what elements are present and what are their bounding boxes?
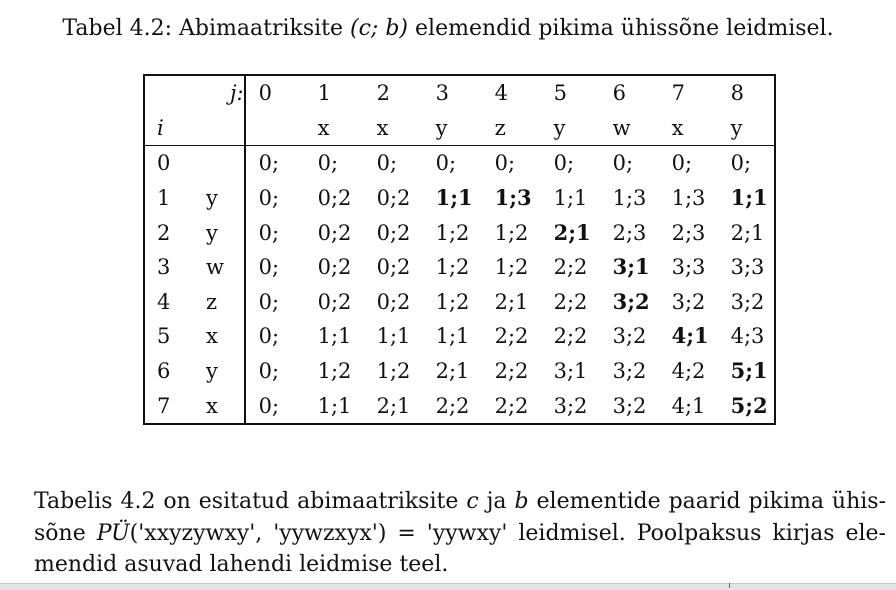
matrix-cell: 1;1 bbox=[376, 324, 411, 349]
para-var-b: b bbox=[514, 489, 529, 514]
row-char: x bbox=[206, 393, 218, 418]
matrix-cell: 1;2 bbox=[494, 255, 529, 280]
matrix-cell: 0; bbox=[671, 151, 693, 176]
matrix-cell: 0;2 bbox=[376, 220, 411, 245]
matrix-cell: 2;2 bbox=[435, 393, 470, 418]
matrix-cell: 1;2 bbox=[435, 255, 470, 280]
header-row-chars bbox=[144, 111, 775, 146]
solution-path-cell: 1;1 bbox=[730, 185, 768, 211]
j-index: 7 bbox=[671, 81, 685, 106]
top-char: x bbox=[364, 111, 423, 146]
matrix-cell: 2;2 bbox=[553, 324, 588, 349]
j-index: 3 bbox=[435, 81, 449, 106]
matrix-cell: 1;2 bbox=[317, 359, 352, 384]
solution-path-cell: 3;1 bbox=[612, 254, 650, 280]
i-label: i bbox=[144, 111, 192, 146]
matrix-cell: 0; bbox=[612, 151, 634, 176]
table-row bbox=[144, 285, 775, 320]
top-char bbox=[245, 111, 305, 146]
header-row-j bbox=[144, 75, 775, 111]
solution-path-cell: 4;1 bbox=[671, 323, 709, 349]
matrix-cell: 0; bbox=[245, 285, 305, 320]
j-index: 8 bbox=[730, 81, 744, 106]
row-char bbox=[192, 146, 245, 181]
page-footer-tick bbox=[729, 583, 730, 588]
matrix-cell: 0; bbox=[245, 388, 305, 424]
row-index: 7 bbox=[157, 393, 171, 418]
para-part1: Tabelis 4.2 on esitatud abimaatriksite bbox=[34, 489, 467, 514]
caption-expression: (c; b) bbox=[350, 16, 409, 41]
row-char: w bbox=[206, 255, 224, 280]
matrix-cell: 0; bbox=[376, 151, 398, 176]
matrix-cell: 2;3 bbox=[671, 220, 706, 245]
top-char: z bbox=[482, 111, 541, 146]
matrix-cell: 0; bbox=[245, 146, 305, 181]
matrix-cell: 2;2 bbox=[494, 324, 529, 349]
matrix-cell: 2;2 bbox=[494, 393, 529, 418]
matrix-cell: 4;3 bbox=[730, 324, 765, 349]
j-index: 6 bbox=[612, 81, 626, 106]
matrix-cell: 0; bbox=[730, 151, 752, 176]
matrix-cell: 0; bbox=[435, 151, 457, 176]
matrix-cell: 0;2 bbox=[317, 186, 352, 211]
row-index: 4 bbox=[157, 289, 171, 314]
top-char: x bbox=[659, 111, 718, 146]
matrix-cell: 3;2 bbox=[612, 324, 647, 349]
matrix-cell: 3;2 bbox=[671, 289, 706, 314]
para-part4: ('xxyzywxy', 'yywzxyx') = 'yywxy' leidmisel. Poolpaksus kirjas ele-mendid asuvad lahendi leidmise teel. bbox=[34, 520, 886, 577]
row-char: y bbox=[206, 359, 218, 384]
top-char: y bbox=[541, 111, 600, 146]
j-index: 4 bbox=[494, 81, 508, 106]
solution-path-cell: 1;1 bbox=[435, 185, 473, 211]
matrix-cell: 0;2 bbox=[317, 255, 352, 280]
matrix-cell: 3;2 bbox=[730, 289, 765, 314]
row-char: y bbox=[206, 220, 218, 245]
matrix-cell: 1;2 bbox=[376, 359, 411, 384]
row-char: y bbox=[206, 186, 218, 211]
row-index: 0 bbox=[157, 151, 171, 176]
matrix-cell: 2;1 bbox=[494, 289, 529, 314]
matrix-cell: 1;2 bbox=[435, 289, 470, 314]
matrix-cell: 2;3 bbox=[612, 220, 647, 245]
table-row bbox=[144, 319, 775, 354]
table-row bbox=[144, 215, 775, 250]
j-index: 2 bbox=[376, 81, 390, 106]
matrix-cell: 1;1 bbox=[553, 186, 588, 211]
solution-path-cell: 3;2 bbox=[612, 288, 650, 314]
table-row bbox=[144, 388, 775, 424]
matrix-cell: 0;2 bbox=[317, 289, 352, 314]
matrix-cell: 2;2 bbox=[553, 255, 588, 280]
table-row bbox=[144, 181, 775, 216]
solution-path-cell: 5;2 bbox=[730, 392, 768, 418]
matrix-cell: 0;2 bbox=[376, 255, 411, 280]
matrix-cell: 4;2 bbox=[671, 359, 706, 384]
matrix-cell: 0; bbox=[245, 354, 305, 389]
matrix-cell: 1;3 bbox=[671, 186, 706, 211]
matrix-cell: 3;1 bbox=[553, 359, 588, 384]
j-label: j: bbox=[230, 81, 244, 106]
para-part2: ja bbox=[478, 489, 515, 514]
row-index: 2 bbox=[157, 220, 171, 245]
matrix-cell: 1;2 bbox=[435, 220, 470, 245]
para-var-c: c bbox=[466, 489, 479, 514]
matrix-cell: 1;1 bbox=[317, 324, 352, 349]
matrix-cell: 2;1 bbox=[730, 220, 765, 245]
matrix-cell: 0; bbox=[317, 151, 339, 176]
matrix-cell: 1;1 bbox=[435, 324, 470, 349]
row-index: 1 bbox=[157, 186, 171, 211]
table-caption bbox=[0, 14, 896, 44]
solution-path-cell: 5;1 bbox=[730, 358, 768, 384]
matrix-cell: 0; bbox=[245, 181, 305, 216]
row-char: x bbox=[206, 324, 218, 349]
matrix-cell: 3;3 bbox=[730, 255, 765, 280]
header-corner bbox=[144, 75, 192, 111]
table-row bbox=[144, 146, 775, 181]
j-index: 1 bbox=[317, 81, 331, 106]
table-row bbox=[144, 250, 775, 285]
matrix-cell: 4;1 bbox=[671, 393, 706, 418]
row-char: z bbox=[206, 289, 218, 314]
row-index: 3 bbox=[157, 255, 171, 280]
matrix-cell: 1;1 bbox=[317, 393, 352, 418]
matrix-cell: 0;2 bbox=[376, 186, 411, 211]
matrix-cell: 2;1 bbox=[376, 393, 411, 418]
matrix-cell: 0; bbox=[553, 151, 575, 176]
lcs-matrix-table bbox=[143, 74, 776, 425]
table-body bbox=[144, 75, 775, 424]
caption-suffix: elemendid pikima ühissõne leidmisel. bbox=[408, 16, 834, 41]
row-index: 6 bbox=[157, 359, 171, 384]
caption-prefix: Tabel 4.2: Abimaatriksite bbox=[62, 16, 351, 41]
matrix-cell: 0;2 bbox=[317, 220, 352, 245]
top-char: x bbox=[305, 111, 364, 146]
header-blank bbox=[192, 111, 245, 146]
matrix-cell: 2;1 bbox=[435, 359, 470, 384]
j-index: 0 bbox=[245, 75, 305, 111]
matrix-cell: 0; bbox=[245, 250, 305, 285]
para-function: PÜ bbox=[96, 520, 130, 546]
explanation-paragraph bbox=[34, 486, 886, 581]
solution-path-cell: 1;3 bbox=[494, 185, 532, 211]
matrix-cell: 0; bbox=[245, 319, 305, 354]
matrix-cell: 2;2 bbox=[494, 359, 529, 384]
matrix-cell: 3;2 bbox=[612, 393, 647, 418]
row-index: 5 bbox=[157, 324, 171, 349]
j-index: 5 bbox=[553, 81, 567, 106]
top-char: y bbox=[718, 111, 775, 146]
matrix-cell: 3;2 bbox=[553, 393, 588, 418]
matrix-cell: 3;2 bbox=[612, 359, 647, 384]
para-part3: elementide paarid pikima ühis-sõne bbox=[34, 489, 886, 546]
solution-path-cell: 2;1 bbox=[553, 219, 591, 245]
matrix-cell: 0; bbox=[245, 215, 305, 250]
top-char: y bbox=[423, 111, 482, 146]
matrix-cell: 2;2 bbox=[553, 289, 588, 314]
matrix-cell: 0;2 bbox=[376, 289, 411, 314]
matrix-cell: 0; bbox=[494, 151, 516, 176]
top-char: w bbox=[600, 111, 659, 146]
matrix-cell: 1;2 bbox=[494, 220, 529, 245]
table-row bbox=[144, 354, 775, 389]
matrix-cell: 3;3 bbox=[671, 255, 706, 280]
matrix-cell: 1;3 bbox=[612, 186, 647, 211]
